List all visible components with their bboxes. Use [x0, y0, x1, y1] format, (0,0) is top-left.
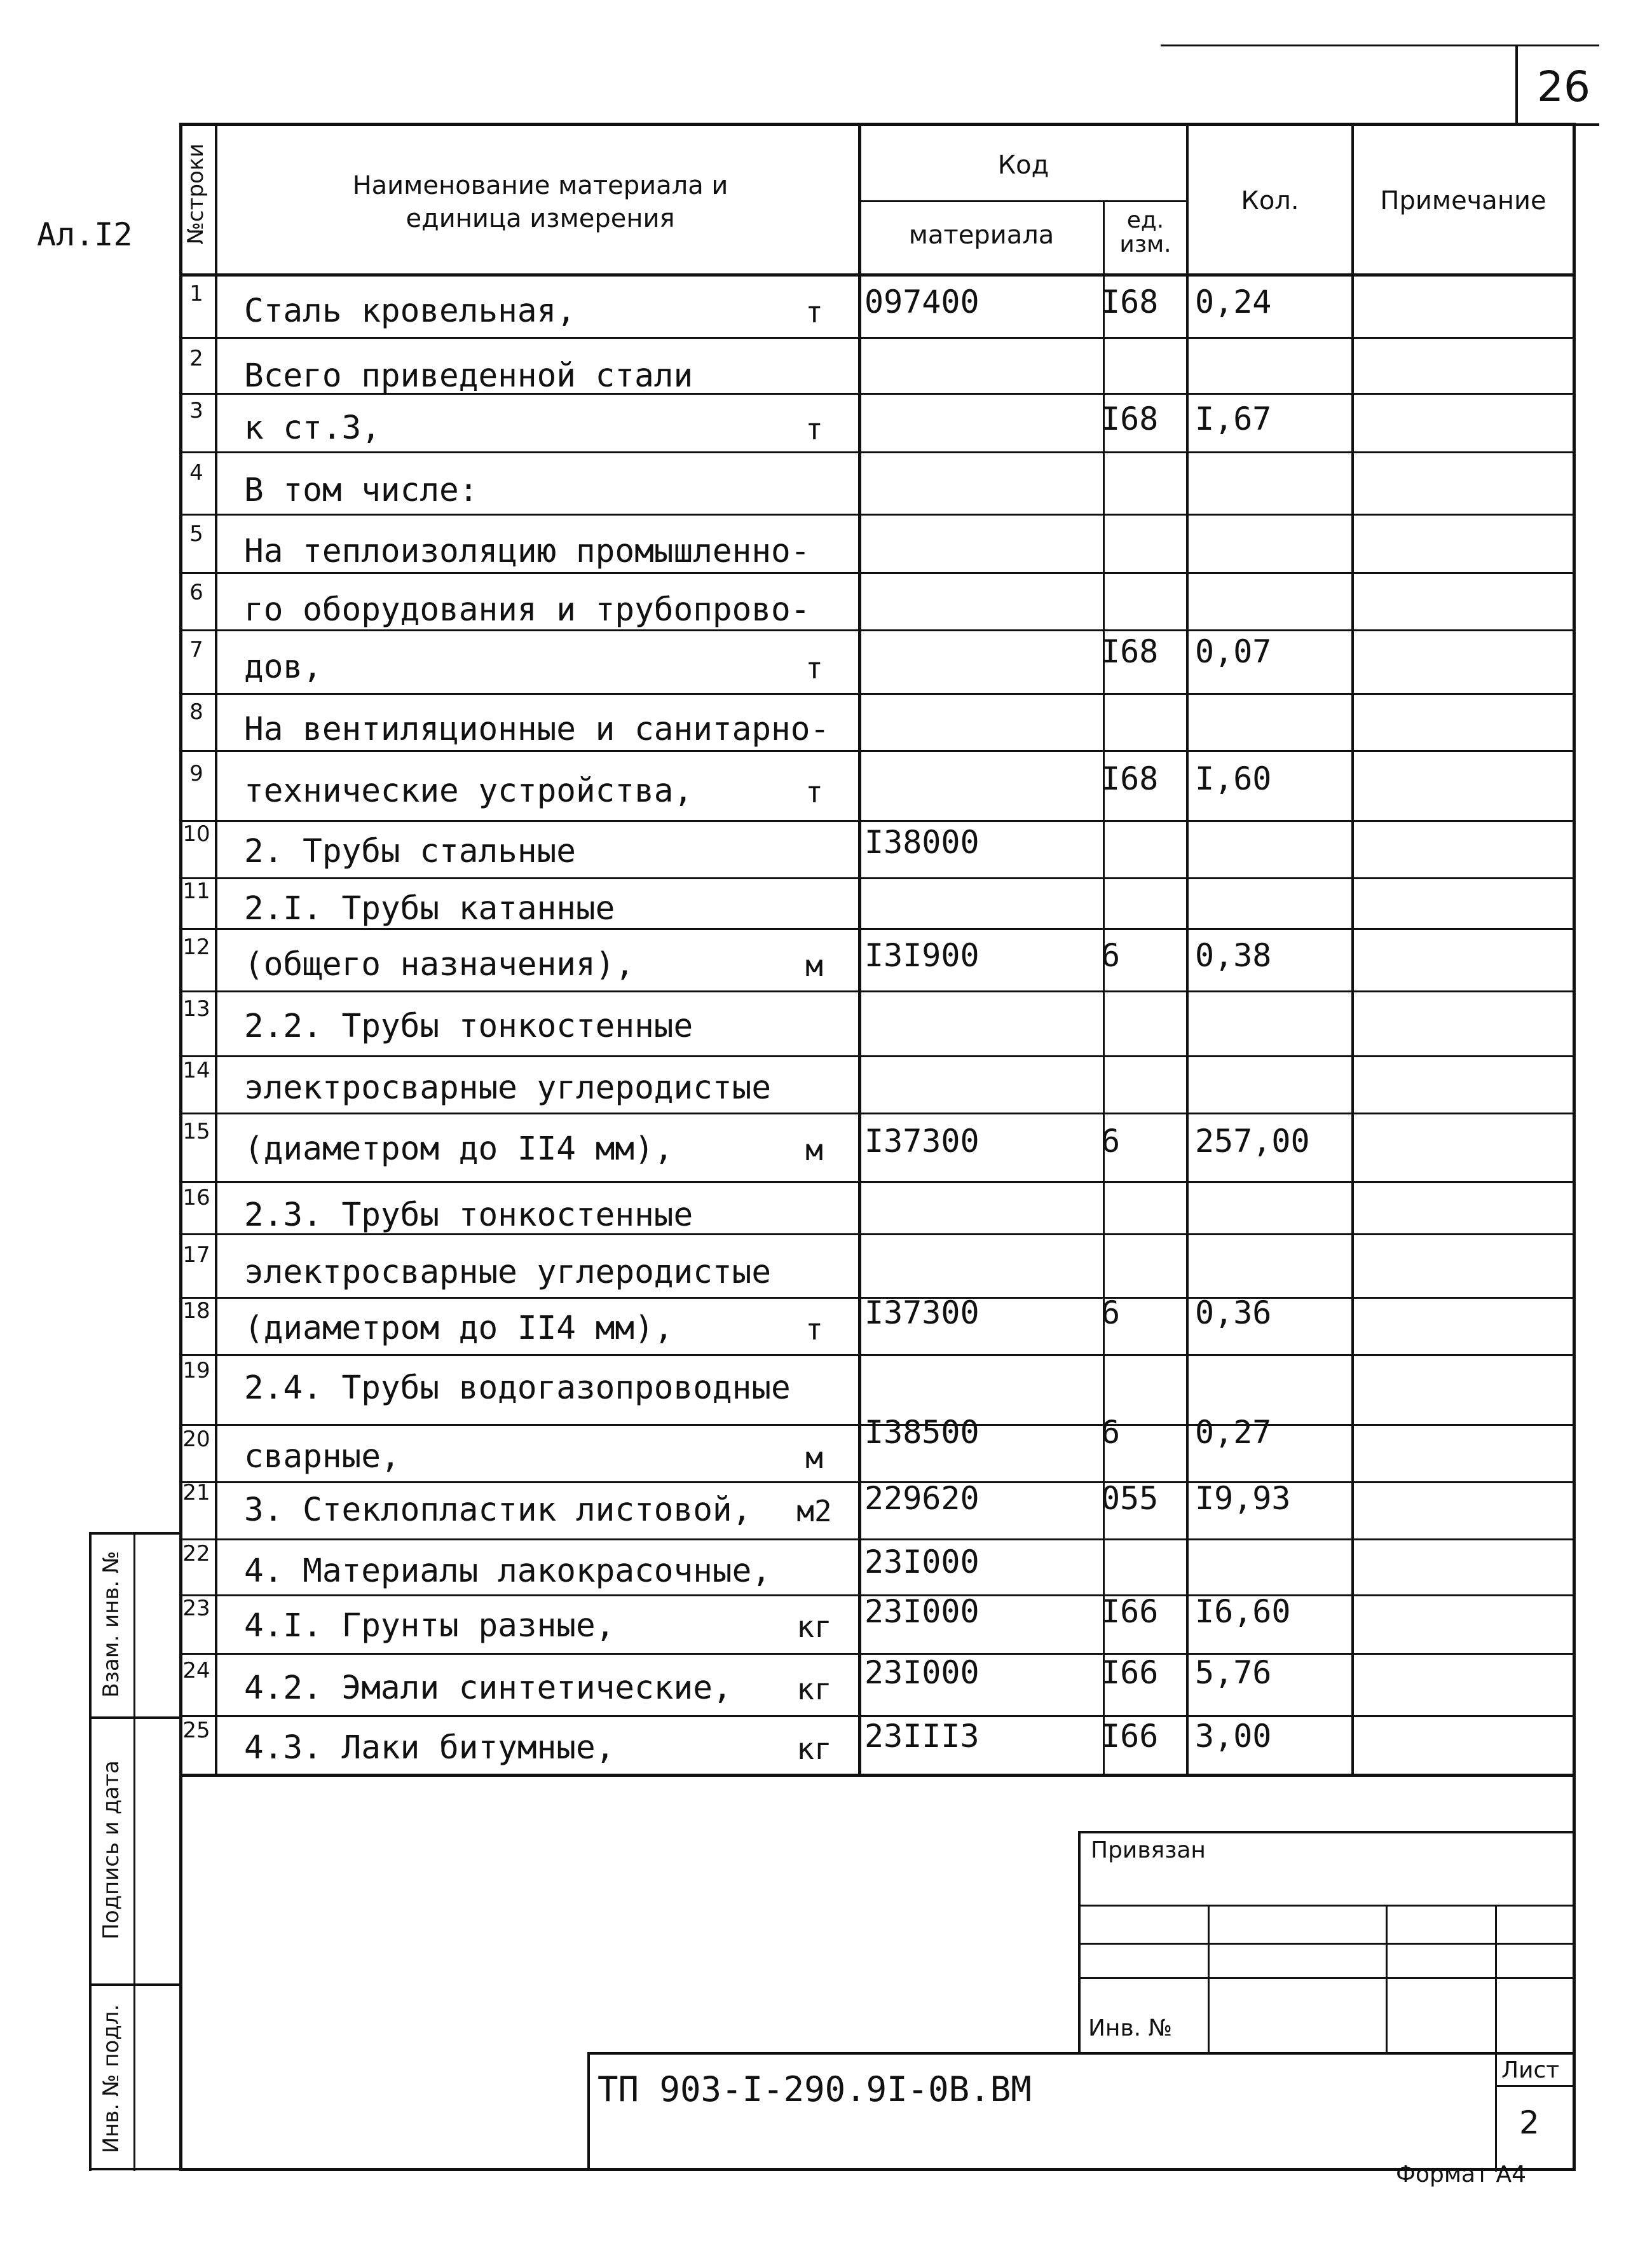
row-number: 2	[189, 346, 203, 371]
unit-of-measure: т	[805, 775, 823, 809]
quantity: I,60	[1195, 760, 1272, 797]
unit-code: I66	[1101, 1718, 1159, 1755]
material-code: I37300	[864, 1123, 980, 1160]
document-code: ТП 903-I-290.9I-0В.ВМ	[597, 2069, 1032, 2109]
row-number: 19	[182, 1358, 210, 1383]
row-number: 4	[189, 460, 203, 486]
page-number: 26	[1537, 62, 1590, 111]
row-number: 10	[182, 821, 210, 847]
material-name: 2.4. Трубы водогазопроводные	[244, 1369, 791, 1407]
row-number: 22	[182, 1541, 210, 1566]
signature-date-label: Подпись и дата	[99, 1760, 124, 1940]
material-name: 4. Материалы лакокрасочные,	[244, 1552, 772, 1590]
material-name: (диаметром до II4 мм),	[244, 1130, 674, 1168]
unit-of-measure: м	[805, 1133, 823, 1167]
material-code: I38500	[864, 1414, 980, 1451]
material-name: Сталь кровельная,	[244, 292, 576, 330]
row-number: 18	[182, 1298, 210, 1324]
material-name: (диаметром до II4 мм),	[244, 1310, 674, 1347]
quantity: 257,00	[1195, 1123, 1310, 1160]
unit-code: I66	[1101, 1593, 1159, 1630]
unit-of-measure: кг	[796, 1610, 832, 1644]
material-name: 3. Стеклопластик листовой,	[244, 1491, 752, 1529]
material-name: На теплоизоляцию промышленно-	[244, 533, 810, 570]
name-header: Наименование материала и единица измерения	[352, 171, 728, 233]
unit-of-measure: м	[805, 948, 823, 983]
sheet-label: Ал.I2	[37, 216, 133, 253]
row-number: 20	[182, 1427, 210, 1452]
quantity: 0,24	[1195, 284, 1272, 320]
row-number: 25	[182, 1718, 210, 1743]
row-number: 5	[189, 521, 203, 547]
unit-code: I66	[1101, 1654, 1159, 1691]
material-code: 23I000	[864, 1654, 980, 1691]
unit-of-measure: кг	[796, 1672, 832, 1706]
material-name: к ст.3,	[244, 409, 381, 447]
material-code: I37300	[864, 1294, 980, 1331]
material-name: электросварные углеродистые	[244, 1254, 772, 1291]
material-name: 2.3. Трубы тонкостенные	[244, 1196, 693, 1234]
code-material-header: материала	[908, 221, 1055, 250]
row-number: 24	[182, 1658, 210, 1683]
row-number: 8	[189, 699, 203, 725]
unit-of-measure: т	[805, 1312, 823, 1346]
row-number: 14	[182, 1058, 210, 1083]
material-name: Всего приведенной стали	[244, 357, 693, 395]
quantity: 5,76	[1195, 1654, 1272, 1691]
unit-code: I68	[1101, 633, 1159, 670]
material-name: дов,	[244, 648, 322, 686]
quantity: I9,93	[1195, 1480, 1291, 1517]
material-code: 23I000	[864, 1544, 980, 1580]
unit-code: 6	[1101, 1414, 1121, 1451]
material-name: электросварные углеродистые	[244, 1069, 772, 1107]
row-number-header: №строки	[183, 143, 208, 245]
note-header: Примечание	[1380, 186, 1546, 216]
unit-code: 6	[1101, 937, 1121, 974]
inv-no-label: Инв. №	[1088, 2015, 1173, 2041]
material-name: (общего назначения),	[244, 946, 635, 983]
row-number: 3	[189, 398, 203, 423]
code-unit-header: ед. изм.	[1119, 207, 1171, 257]
format-label: Формат А4	[1396, 2161, 1527, 2188]
privyazan-label: Привязан	[1091, 1837, 1206, 1863]
material-code: 097400	[864, 284, 980, 320]
row-number: 17	[182, 1242, 210, 1268]
material-code: 23III3	[864, 1718, 980, 1755]
material-code: 229620	[864, 1480, 980, 1517]
quantity: I,67	[1195, 401, 1272, 437]
material-name: технические устройства,	[244, 772, 693, 810]
inv-podl-label: Инв. № подл.	[99, 2004, 124, 2154]
row-number: 13	[182, 996, 210, 1022]
sheet-number: 2	[1519, 2104, 1539, 2141]
material-name: 2. Трубы стальные	[244, 833, 576, 870]
material-name: 2.2. Трубы тонкостенные	[244, 1008, 693, 1045]
quantity: 0,38	[1195, 937, 1272, 974]
material-name: На вентиляционные и санитарно-	[244, 711, 830, 748]
unit-of-measure: т	[805, 651, 823, 685]
unit-code: I68	[1101, 284, 1159, 320]
code-group-header: Код	[997, 151, 1049, 180]
row-number: 15	[182, 1119, 210, 1144]
unit-of-measure: т	[805, 412, 823, 446]
unit-code: 6	[1101, 1123, 1121, 1160]
row-number: 16	[182, 1185, 210, 1210]
row-number: 9	[189, 761, 203, 786]
material-code: I3I900	[864, 937, 980, 974]
material-name: 4.2. Эмали синтетические,	[244, 1669, 732, 1707]
material-name: 2.I. Трубы катанные	[244, 890, 615, 928]
quantity: 0,36	[1195, 1294, 1272, 1331]
quantity: 3,00	[1195, 1718, 1272, 1755]
material-code: 23I000	[864, 1593, 980, 1630]
unit-of-measure: м	[805, 1441, 823, 1475]
quantity: 0,07	[1195, 633, 1272, 670]
unit-of-measure: кг	[796, 1732, 832, 1766]
row-number: 11	[182, 879, 210, 904]
row-number: 6	[189, 580, 203, 605]
unit-of-measure: т	[805, 295, 823, 329]
row-number: 12	[182, 935, 210, 960]
vzam-inv-label: Взам. инв. №	[99, 1551, 124, 1698]
quantity: 0,27	[1195, 1414, 1272, 1451]
material-name: сварные,	[244, 1438, 400, 1476]
unit-code: 6	[1101, 1294, 1121, 1331]
material-name: го оборудования и трубопрово-	[244, 591, 810, 629]
quantity: I6,60	[1195, 1593, 1291, 1630]
row-number: 21	[182, 1480, 210, 1505]
unit-code: I68	[1101, 401, 1159, 437]
unit-code: I68	[1101, 760, 1159, 797]
row-number: 23	[182, 1596, 210, 1621]
unit-of-measure: м2	[796, 1494, 832, 1528]
material-name: 4.3. Лаки битумные,	[244, 1729, 615, 1767]
row-number: 1	[189, 281, 203, 306]
material-name: В том числе:	[244, 472, 479, 509]
material-code: I38000	[864, 824, 980, 861]
sheet-title-label: Лист	[1501, 2057, 1560, 2083]
unit-code: 055	[1101, 1480, 1159, 1517]
material-name: 4.I. Грунты разные,	[244, 1607, 615, 1645]
row-number: 7	[189, 637, 203, 662]
quantity-header: Кол.	[1241, 186, 1299, 216]
